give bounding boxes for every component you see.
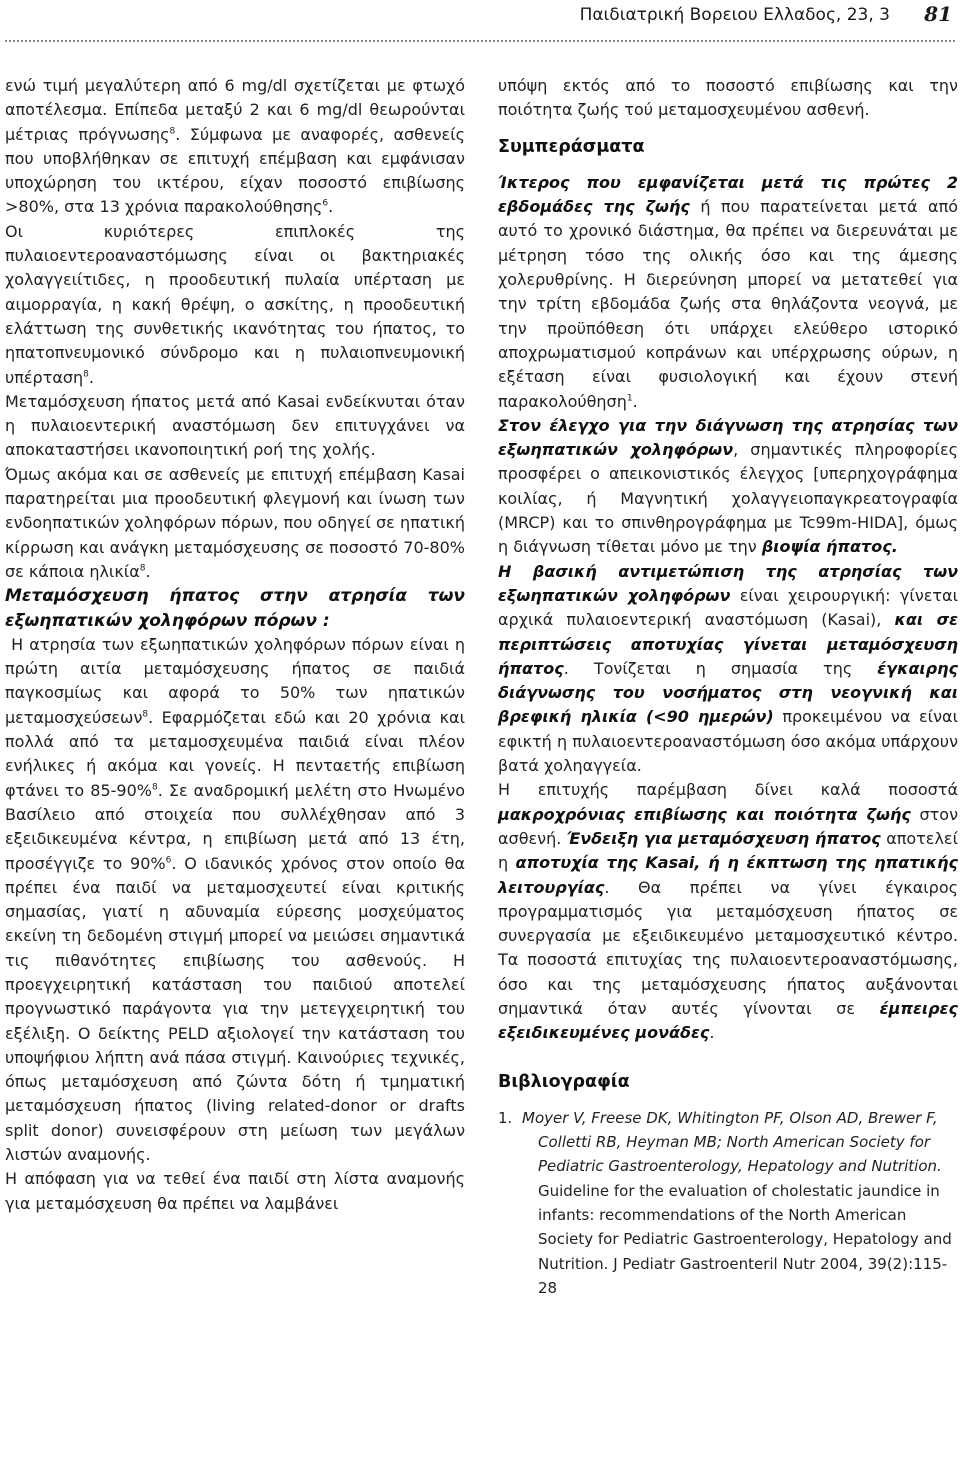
paragraph: Η βασική αντιμετώπιση της ατρησίας των εξωηπατικών χοληφόρων είναι χειρουργική: γίνεται αρχικά πυλαιοεντερική αναστόμωση (Kasai), και σε περιπτώσεις αποτυχίας γίνεται μεταμόσχευση ήπατος. Τονίζεται η σημασία της έγκαιρης διάγνωσης του νοσήματος στη νεογνική και βρεφική ηλικία (<90 ημερών) προκειμένου να είναι εφικτή η πυλαιοεντεροαναστόμωση όσο ακόμα υπάρχουν βατά χοληαγγεία.	[498, 561, 959, 776]
paragraph: Ίκτερος που εμφανίζεται μετά τις πρώτες 2 εβδομάδες της ζωής ή που παρατείνεται μετά από αυτό το χρονικό διάστημα, θα πρέπει να διερευνάται με μέτρηση τόσο της ολικής όσο και της άμεσης χολερυθρίνης. Η διερεύνηση μπορεί να μετατεθεί για την τρίτη εβδομάδα ζωής στα θηλάζοντα νεογνά, με την προϋπόθεση ότι υπάρχει ελεύθερο ιστορικό αποχρωματισμού κοπράνων και υπέρχρωσης ούρων, η εξέταση είναι φυσιολογική και έχουν στενή παρακολούθηση$^1$.	[498, 172, 958, 411]
paragraph: Η επιτυχής παρέμβαση δίνει καλά ποσοστά μακροχρόνιας επιβίωσης και ποιότητα ζωής στον ασθενή. Ένδειξη για μεταμόσχευση ήπατος αποτελεί η αποτυχία της Kasai, ή η έκπτωση της ηπατικής λειτουργίας. Θα πρέπει να γίνει έγκαιρος προγραμματισμός για μεταμόσχευση ήπατος σε συνεργασία με εξειδικευμένο μεταμοσχευτικό κέντρο. Τα ποσοστά επιτυχίας της πυλαιοεντεροαναστόμωσης, όσο και της μεταμόσχευσης ήπατος αυξάνονται σημαντικά όταν αυτές γίνονται σε έμπειρες εξειδικευμένες μονάδες.	[498, 780, 959, 1043]
paragraph: Στον έλεγχο για την διάγνωση της ατρησίας των εξωηπατικών χοληφόρων, σημαντικές πληροφορίες προσφέρει ο απεικονιστικός έλεγχος [υπερηχογράφημα κοιλίας, ή Μαγνητική χολαγγειοπαγκρεατογραφία (MRCP) και το σπινθηρογράφημα με Tc99m-HIDA], όμως η διάγνωση τίθεται μόνο με την βιοψία ήπατος.	[498, 415, 958, 557]
paragraph: Η ατρησία των εξωηπατικών χοληφόρων πόρων είναι η πρώτη αιτία μεταμόσχευσης ήπατος σε παιδιά παγκοσμίως και αφορά το 50% των ηπατικών μεταμοσχεύσεων$^8$. Εφαρμόζεται εδώ και 20 χρόνια και πολλά από τα μεταμοσχευμένα παιδιά είναι πλέον ενήλικες ή ακόμα και γονείς. Η πενταετής επιβίωση φτάνει το 85-90%$^8$. Σε αναδρομική μελέτη στο Ηνωμένο Βασίλειο από στοιχεία που συλλέχθησαν από 3 εξειδικευμένα κέντρα, η επιβίωση μετά από 13 έτη, προσέγγιζε το 90%$^6$. Ο ιδανικός χρόνος στον οποίο θα πρέπει ένα παιδί να μεταμοσχευτεί είναι κριτικής σημασίας, γιατί η αδυναμία εύρεσης μοσχεύματος εκείνη τη δεδομένη στιγμή μπορεί να μειώσει σημαντικά τις πιθανότητες επιβίωσης του ασθενούς. Η προεγχειρητική κατάσταση του παιδιού αποτελεί προγνωστικό παράγοντα για την μετεγχειρητική του εξέλιξη. Ο δείκτης PELD αξιολογεί την κατάσταση του υποψήφιου λήπτη ανά πάσα στιγμή. Καινούριες τεχνικές, όπως μεταμόσχευση από ζώντα δότη ή τμηματική μεταμόσχευση ήπατος (living related-donor or drafts split donor) συνεισφέρουν στη μείωση των μεγάλων λιστών αναμονής.	[5, 634, 466, 1165]
paragraph: Μεταμόσχευση ήπατος μετά από Kasai ενδείκνυται όταν η πυλαιοεντερική αναστόμωση δεν επιτυγχάνει να αποκαταστήσει ικανοποιητική ροή της χολής.	[5, 391, 465, 460]
paragraph: Η απόφαση για να τεθεί ένα παιδί στη λίστα αναμονής για μεταμόσχευση θα πρέπει να λαμβάνει	[5, 1169, 465, 1213]
section-heading: Συμπεράσματα	[498, 136, 645, 157]
header-divider	[5, 40, 955, 42]
page-header	[0, 0, 960, 40]
paragraph: υπόψη εκτός από το ποσοστό επιβίωσης και την ποιότητα ζωής τού μεταμοσχευμένου ασθενή.	[498, 76, 958, 120]
paragraph: Όμως ακόμα και σε ασθενείς με επιτυχή επέμβαση Kasai παρατηρείται μια προοδευτική φλεγμονή και ίνωση των ενδοηπατικών χοληφόρων πόρων, που οδηγεί σε ηπατική κίρρωση και ανάγκη μεταμόσχευσης σε ποσοστό 70-80% σε κάποια ηλικία$^8$.	[5, 464, 465, 581]
section-heading: Μεταμόσχευση ήπατος στην ατρησία των εξωηπατικών χοληφόρων πόρων :	[5, 586, 465, 631]
paragraph: ενώ τιμή μεγαλύτερη από 6 mg/dl σχετίζεται με φτωχό αποτέλεσμα. Επίπεδα μεταξύ 2 και 6 mg/dl θεωρούνται μέτριας πρόγνωσης$^8$. Σύμφωνα με αναφορές, ασθενείς που υποβλήθηκαν σε επιτυχή επέμβαση και εμφάνισαν υποχώρηση του ικτέρου, είχαν ποσοστό επιβίωσης >80%, στα 13 χρόνια παρακολούθησης$^6$.	[5, 76, 466, 217]
journal-title: Παιδιατρική Βορειου Ελλαδος, 23, 3	[579, 5, 890, 25]
reference-item: 1. Moyer V, Freese DK, Whitington PF, Olson AD, Brewer F, Colletti RB, Heyman MB; North American Society for Pediatric Gastroenterology, Hepatology and Nutrition. Guideline for the evaluation of cholestatic jaundice in infants: recommendations of the North American Society for Pediatric Gastroenterology, Hepatology and Nutrition. J Pediatr Gastroenteril Nutr 2004, 39(2):115-28	[498, 1108, 952, 1297]
page-number: 81	[924, 2, 952, 26]
right-column	[498, 74, 958, 1300]
paragraph: Οι κυριότερες επιπλοκές της πυλαιοεντεροαναστόμωσης είναι οι βακτηριακές χολαγγειίτιδες, η προοδευτική πυλαία υπέρταση με αιμορραγία, η κακή θρέψη, ο ασκίτης, η προοδευτική ελάττωση της συνθετικής ικανότητας του ήπατος, το ηπατοπνευμονικό σύνδρομο και η πυλαιοπνευμονική υπέρταση$^8$.	[5, 221, 465, 387]
bibliography-heading: Βιβλιογραφία	[498, 1071, 630, 1092]
left-column	[5, 74, 465, 1216]
